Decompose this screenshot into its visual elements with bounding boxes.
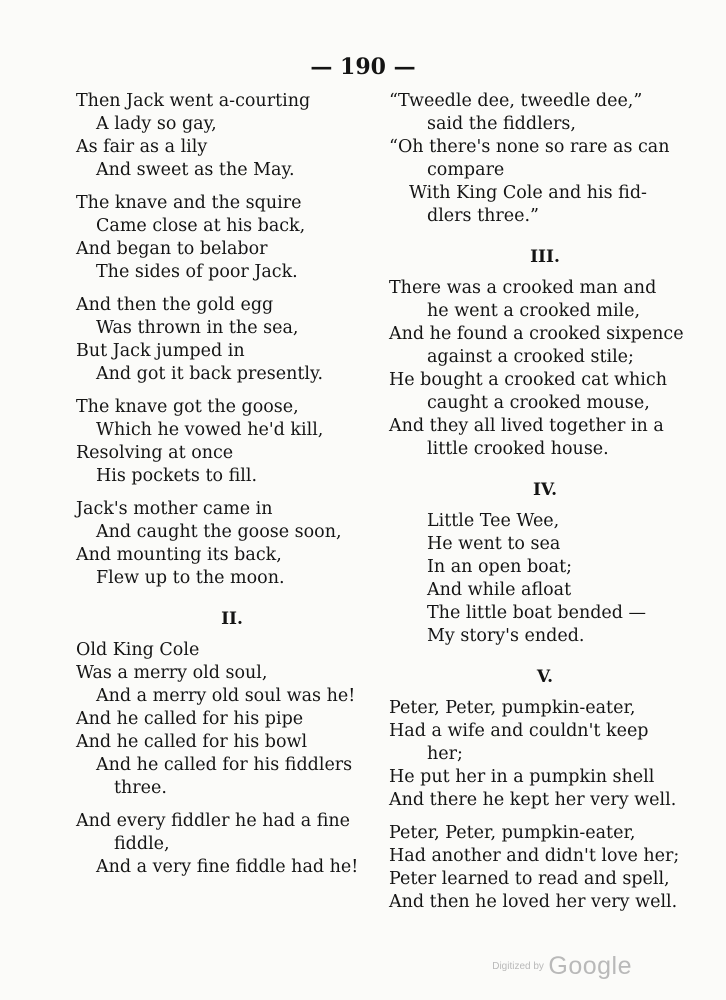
- verse-line: And he called for his pipe: [76, 709, 304, 729]
- section-heading: IV.: [532, 480, 558, 500]
- verse-line: The sides of poor Jack.: [96, 262, 298, 282]
- verse-line: As fair as a lily: [76, 137, 208, 157]
- stanza: [76, 192, 388, 284]
- verse-line: And every fiddler he had a fine: [76, 811, 351, 831]
- verse-line: Which he vowed he'd kill,: [96, 420, 324, 440]
- verse-line: dlers three.”: [427, 206, 539, 226]
- verse-line: And there he kept her very well.: [389, 790, 677, 810]
- verse-line: Had a wife and couldn't keep: [389, 721, 649, 741]
- verse-line: Had another and didn't love her;: [389, 846, 680, 866]
- verse-line: “Oh there's none so rare as can: [389, 137, 670, 157]
- verse-line: And he found a crooked sixpence: [389, 324, 684, 344]
- verse-line: And a very fine fiddle had he!: [96, 857, 359, 877]
- verse-line: Flew up to the moon.: [96, 568, 285, 588]
- stanza: [76, 294, 388, 386]
- verse-line: caught a crooked mouse,: [427, 393, 650, 413]
- verse-line: And then he loved her very well.: [389, 892, 678, 912]
- verse-line: There was a crooked man and: [389, 278, 657, 298]
- stanza: [389, 822, 701, 914]
- verse-line: little crooked house.: [427, 439, 609, 459]
- verse-line: My story's ended.: [427, 626, 585, 646]
- stanza: [389, 697, 701, 812]
- section-heading: III.: [530, 247, 560, 267]
- stanza: [76, 639, 388, 800]
- verse-line: Then Jack went a-courting: [76, 91, 311, 111]
- left-column: [76, 90, 388, 889]
- verse-line: And caught the goose soon,: [96, 522, 342, 542]
- verse-line: And began to belabor: [76, 239, 268, 259]
- stanza: [76, 810, 388, 879]
- stanza: [389, 510, 701, 648]
- page-number: — 190 —: [310, 54, 416, 80]
- verse-line: He bought a crooked cat which: [389, 370, 667, 390]
- verse-line: compare: [427, 160, 505, 180]
- stanza: [389, 90, 701, 228]
- google-logo: Google: [548, 952, 632, 980]
- verse-line: “Tweedle dee, tweedle dee,”: [389, 91, 643, 111]
- verse-line: Peter, Peter, pumpkin-eater,: [389, 698, 636, 718]
- verse-line: And he called for his fiddlers: [96, 755, 353, 775]
- verse-line: Was thrown in the sea,: [96, 318, 299, 338]
- verse-line: Old King Cole: [76, 640, 200, 660]
- verse-line: Came close at his back,: [96, 216, 306, 236]
- verse-line: In an open boat;: [427, 557, 573, 577]
- verse-line: her;: [427, 744, 463, 764]
- verse-line: three.: [114, 778, 167, 798]
- verse-line: He went to sea: [427, 534, 561, 554]
- verse-line: And got it back presently.: [96, 364, 324, 384]
- verse-line: His pockets to fill.: [96, 466, 258, 486]
- verse-line: And mounting its back,: [76, 545, 282, 565]
- stanza: [76, 396, 388, 488]
- verse-line: Jack's mother came in: [76, 499, 273, 519]
- stanza: [76, 498, 388, 590]
- verse-line: With King Cole and his fid-: [409, 183, 647, 203]
- verse-line: A lady so gay,: [96, 114, 217, 134]
- verse-line: But Jack jumped in: [76, 341, 245, 361]
- stanza: [76, 90, 388, 182]
- verse-line: Peter, Peter, pumpkin-eater,: [389, 823, 636, 843]
- verse-line: And while afloat: [427, 580, 572, 600]
- verse-line: said the fiddlers,: [427, 114, 576, 134]
- section-heading: II.: [221, 609, 243, 629]
- verse-line: Resolving at once: [76, 443, 234, 463]
- watermark-prefix: Digitized by: [492, 961, 544, 972]
- verse-line: And he called for his bowl: [76, 732, 308, 752]
- verse-line: The knave and the squire: [76, 193, 302, 213]
- verse-line: Peter learned to read and spell,: [389, 869, 670, 889]
- right-column: [389, 90, 701, 924]
- verse-line: The knave got the goose,: [76, 397, 299, 417]
- stanza: [389, 277, 701, 461]
- verse-line: he went a crooked mile,: [427, 301, 641, 321]
- verse-line: And a merry old soul was he!: [96, 686, 356, 706]
- verse-line: And they all lived together in a: [389, 416, 664, 436]
- digitized-by-google-watermark: [492, 952, 632, 981]
- verse-line: fiddle,: [114, 834, 170, 854]
- verse-line: And sweet as the May.: [96, 160, 295, 180]
- verse-line: against a crooked stile;: [427, 347, 634, 367]
- section-heading: V.: [536, 667, 554, 687]
- verse-line: Was a merry old soul,: [76, 663, 268, 683]
- verse-line: The little boat bended —: [427, 603, 647, 623]
- verse-line: And then the gold egg: [76, 295, 274, 315]
- verse-line: He put her in a pumpkin shell: [389, 767, 655, 787]
- verse-line: Little Tee Wee,: [427, 511, 560, 531]
